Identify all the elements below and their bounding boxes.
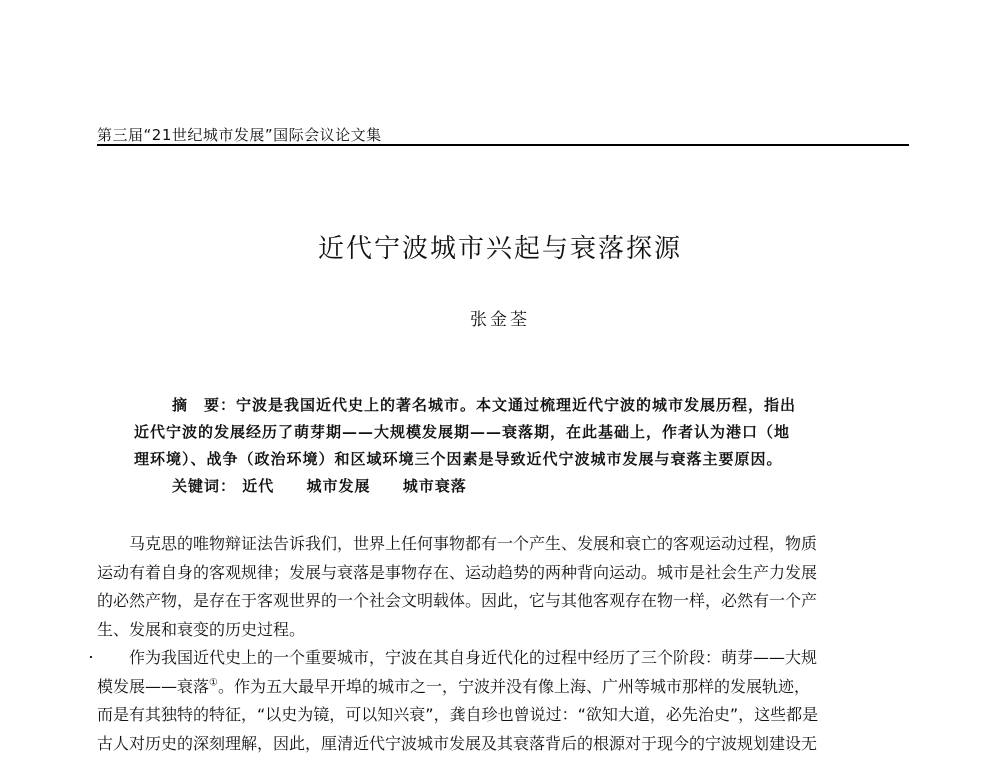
abstract-label: 摘 要： <box>172 396 237 414</box>
abstract-text: 宁波是我国近代史上的著名城市。本文通过梳理近代宁波的城市发展历程，指出 <box>236 396 797 414</box>
text-span: 模发展——衰落 <box>97 676 210 696</box>
keywords-label: 关键词： <box>172 477 237 495</box>
keyword: 城市发展 <box>306 477 371 495</box>
abstract-line: 近代宁波的发展经历了萌芽期——大规模发展期——衰落期，在此基础上，作者认为港口（地 <box>134 423 791 441</box>
paragraph-line: 的必然产物，是存在于客观世界的一个社会文明载体。因此，它与其他客观存在物一样，必然有一个产 <box>97 591 818 610</box>
abstract-line: 理环境）、战争（政治环境）和区域环境三个因素是导致近代宁波城市发展与衰落主要原因。 <box>134 450 783 468</box>
paragraph-line: 而是有其独特的特征，“以史为镜，可以知兴衰”，龚自珍也曾说过：“欲知大道，必先治史”，这些都是 <box>97 705 819 724</box>
paragraph-line: 古人对历史的深刻理解，因此，厘清近代宁波城市发展及其衰落背后的根源对于现今的宁波规划建设无 <box>97 733 818 753</box>
paragraph-line: 作为我国近代史上的一个重要城市，宁波在其自身近代化的过程中经历了三个阶段：萌芽——大规 <box>129 648 818 667</box>
paragraph-line: 马克思的唯物辩证法告诉我们，世界上任何事物都有一个产生、发展和衰亡的客观运动过程，物质 <box>129 534 818 553</box>
abstract-line <box>134 392 866 419</box>
paragraph-line <box>97 673 909 702</box>
footnote-marker[interactable]: ① <box>209 677 218 689</box>
paragraph-line: 运动有着自身的客观规律；发展与衰落是事物存在、运动趋势的两种背向运动。城市是社会生产力发展 <box>97 562 818 582</box>
text-span: 。作为五大最早开埠的城市之一，宁波并没有像上海、广州等城市那样的发展轨迹， <box>217 676 810 696</box>
paper-author: 张金荃 <box>470 310 530 330</box>
keyword: 近代 <box>242 477 275 495</box>
paragraph-line: 生、发展和衰变的历史过程。 <box>97 619 306 639</box>
abstract <box>134 392 866 473</box>
paper-title: 近代宁波城市兴起与衰落探源 <box>317 234 682 264</box>
running-header: 第三届“21世纪城市发展”国际会议论文集 <box>97 126 382 144</box>
header-rule <box>97 144 909 146</box>
scan-speck <box>90 656 92 658</box>
body-text <box>97 530 909 758</box>
keyword: 城市衰落 <box>402 477 467 495</box>
keywords <box>172 473 493 500</box>
